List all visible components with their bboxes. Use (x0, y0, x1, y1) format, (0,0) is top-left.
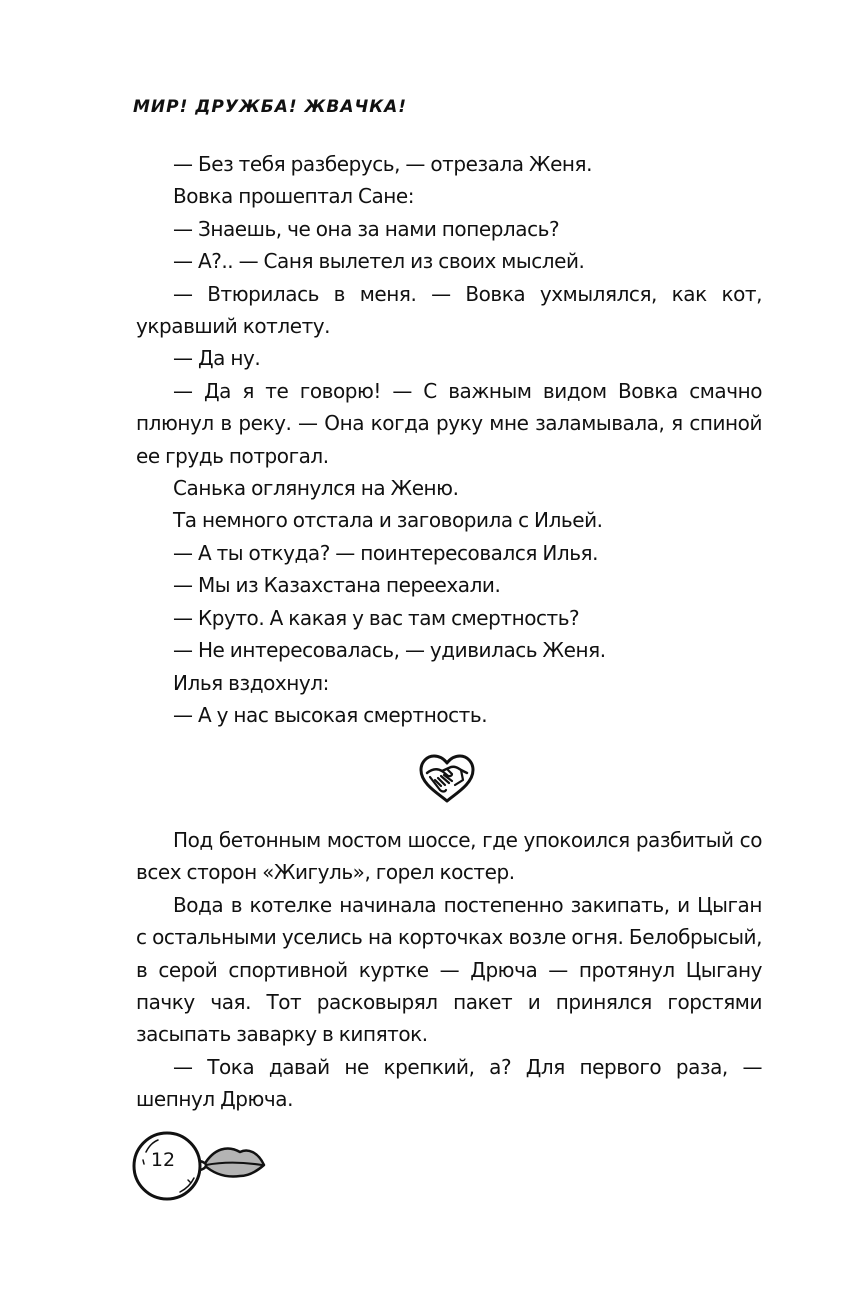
paragraph: Та немного отстала и заговорила с Ильей. (173, 508, 603, 533)
paragraph: — Знаешь, че она за нами поперлась? (173, 216, 560, 241)
paragraph: Илья вздохнул: (173, 670, 329, 695)
paragraph: — Втюрилась в меня. — Вовка ухмылялся, как кот, укравший котлету. (136, 281, 762, 339)
paragraph: — Круто. А какая у вас там смертность? (173, 605, 580, 630)
paragraph: Вода в котелке начинала постепенно закипать, и Цыган с остальными уселись на корточках возле огня. Белобрысый, в серой спортивной куртке — Дрюча — протянул Цыгану пачку чая. Тот расковырял пакет и принялся горстями засыпать заварку в кипяток. (136, 892, 762, 1047)
text-section-1 (136, 148, 762, 731)
paragraph: Под бетонным мостом шоссе, где упокоился разбитый со всех сторон «Жигуль», горел костер. (136, 828, 762, 885)
paragraph: — Тока давай не крепкий, а? Для первого раза, — шепнул Дрюча. (136, 1054, 762, 1112)
paragraph: — Не интересовалась, — удивилась Женя. (173, 638, 606, 663)
paragraph: — Да я те говорю! — С важным видом Вовка смачно плюнул в реку. — Она когда руку мне заламывала, я спиной ее грудь потрогал. (136, 378, 762, 468)
paragraph: Санька оглянулся на Женю. (173, 476, 459, 501)
paragraph: — Да ну. (173, 346, 261, 371)
paragraph: — Без тебя разберусь, — отрезала Женя. (173, 152, 593, 176)
page-folio (130, 1128, 266, 1208)
paragraph: — Мы из Казахстана переехали. (173, 573, 501, 598)
heart-handshake-icon (417, 753, 477, 805)
page-number: 12 (150, 1149, 176, 1171)
paragraph: — А у нас высокая смертность. (173, 702, 488, 727)
text-section-2 (136, 824, 762, 1116)
paragraph: — А?.. — Саня вылетел из своих мыслей. (173, 249, 585, 274)
paragraph: — А ты откуда? — поинтересовался Илья. (173, 540, 599, 565)
running-head: МИР! ДРУЖБА! ЖВАЧКА! (133, 97, 408, 117)
paragraph: Вовка прошептал Сане: (173, 184, 415, 209)
